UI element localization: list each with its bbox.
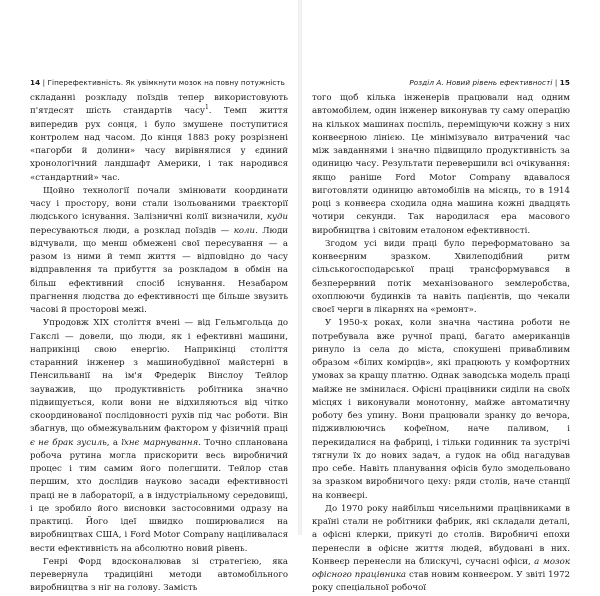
text-run: Генрі Форд вдосконалював зі стратегією, яка перевернула традиційні методи автомобільного виробництва з ніг на голову. Замість [30,556,288,594]
footnote-marker: 1 [204,104,209,112]
left-page-number: 14 [30,78,41,87]
right-page-body [312,92,570,596]
paragraph [30,185,288,318]
text-run: того щоб кілька інженерів працювали над одним автомобілем, один інженер виконував ту саму операцію на кількох машинах поспіль, переміщуючи кожну з них конвеєрною лінією. Це мінімізувало витрачений час між завданнями і значно підвищило продуктивність за одиницю часу. Результати перевершили всі очікування: якщо раніше Ford Motor Company вдавалося виготовляти одиницю автомобілів на місяць, то в 1914 році з конвеєра сходила одна машина кожні двадцять чотири секунди. Так народилася ера масового виробництва і світовим еталоном ефективності. [312,93,570,236]
text-run: . Люди відчували, що менш обмежені свої пересування — а разом із ними й темп життя — відповідно до часу відправлення та прибуття за розкладом в обмін на більш ефективний спосіб існування. Незабаром прагнення людства до ефективності ще більше звузить часові й просторові межі. [30,225,288,315]
header-separator: | [42,78,46,87]
paragraph [312,92,570,238]
text-run: пересуваються люди, а розклад поїздів — [30,225,234,236]
text-run: Згодом усі види праці було переформатовано за конвеєрним зразком. Хвилеподібний ритм сільськогосподарської праці трансформувався в безперервний потік механізованого землеробства, охоплюючи будинків та навіть пацієнтів, що чекали своєї черги в лікарнях на «ремонт». [312,238,570,315]
text-run: , а [106,437,122,448]
chapter-title: Розділ А. Новий рівень ефективності [409,78,553,87]
text-run: став новим конвеєром. У звіті 1972 року спеціальної робочої [312,570,571,594]
running-title: Гіперефективність. Як увімкнути мозок на повну потужність [47,78,286,87]
text-run: . Точно спланована робоча рутина могла прискорити весь виробничий процес і тим самим його полегшити. Тейлор став першим, хто дослідив науково засади ефективності праці не в лабораторії, а в індустріальному середовищі, і це зробило його висновки застосовними одразу на практиці. Його ідеї швидко поширювалися на виробництвах США, і Ford Motor Company націливалася вести ефективність на абсолютно новий рівень. [30,437,288,554]
text-run: До 1970 року найбільш чисельними працівниками в країні стали не робітники фабрик, які складали деталі, а офісні клерки, прикуті до столів. Виробничі епохи перенесли в офісне життя людей, вбудовані в них. Конвеєр перенесли на блискучі, сучасні офіси, [312,503,570,567]
text-run: складанні розкладу поїздів тепер використовують п'ятдесят шість стандартів часу [30,93,288,117]
emphasis-text: є не брак зусиль [30,437,107,448]
text-run: Щойно технології почали змінювати координати часу і простору, вони стали ізольованими траєкторії людського існування. Залізничні колії визначили, [30,185,288,223]
right-page-header [312,78,570,92]
paragraph [30,556,288,596]
right-page [302,0,600,594]
left-page [0,0,298,594]
paragraph [312,317,570,503]
emphasis-text: куди [266,212,288,223]
paragraph [312,503,570,596]
header-separator: | [554,78,558,87]
text-run: . Темп життя випередив рух сонця, і було змушене поступитися контролем над часом. До кінця 1883 року розрізнені «пагорби й долини» часу вирівнялися у єдиний хронологічний ландшафт Америки, і так народився «стандартний» час. [30,106,288,183]
left-page-body [30,92,288,596]
text-run: У 1950-х роках, коли значна частина роботи не потребувала вже ручної праці, багато американців ринуло із села до міста, спокушені привабливим образом «білих комірців», які працюють у комфортних умовах за кращу платню. Однак заводська модель праці майже не змінилася. Офісні працівники сиділи на своїх місцях і виконували монотонну, майже автоматичну роботу без упину. Вони працювали зранку до вечора, підживлюючись кофеїном, наче паливом, і перекидалися на фабриці, і тільки годинник та зустрічі тягнули їх до нових задач, а гудок на обід нагадував про себе. Навіть планування офісів було змодельовано за зразком виробничого цеху: ряди столів, наче станції на конвеєрі. [312,318,570,501]
paragraph [30,317,288,556]
emphasis-text: а мозок офісного працівника [312,556,570,580]
paragraph [312,238,570,318]
paragraph [30,92,288,185]
left-page-header [30,78,288,92]
emphasis-text: їхнє марнування [121,437,199,448]
emphasis-text: коли [233,225,256,236]
text-run: Упродовж XIX століття вчені — від Гельмгольца до Гакслі — довели, що люди, як і ефективні машини, наприкінці свою енергію. Наприкінці століття старанний інженер з машинобудівної майстерні в Пенсильванії на ім'я Фредерік Вінслоу Тейлор зауважив, що продуктивність робітника значно підвищується, коли вони не відхиляються від чітко скоординованої послідовності рухів під час роботи. Він збагнув, що обмежувальним фактором у фізичній праці [30,318,288,435]
right-page-number: 15 [559,78,570,87]
